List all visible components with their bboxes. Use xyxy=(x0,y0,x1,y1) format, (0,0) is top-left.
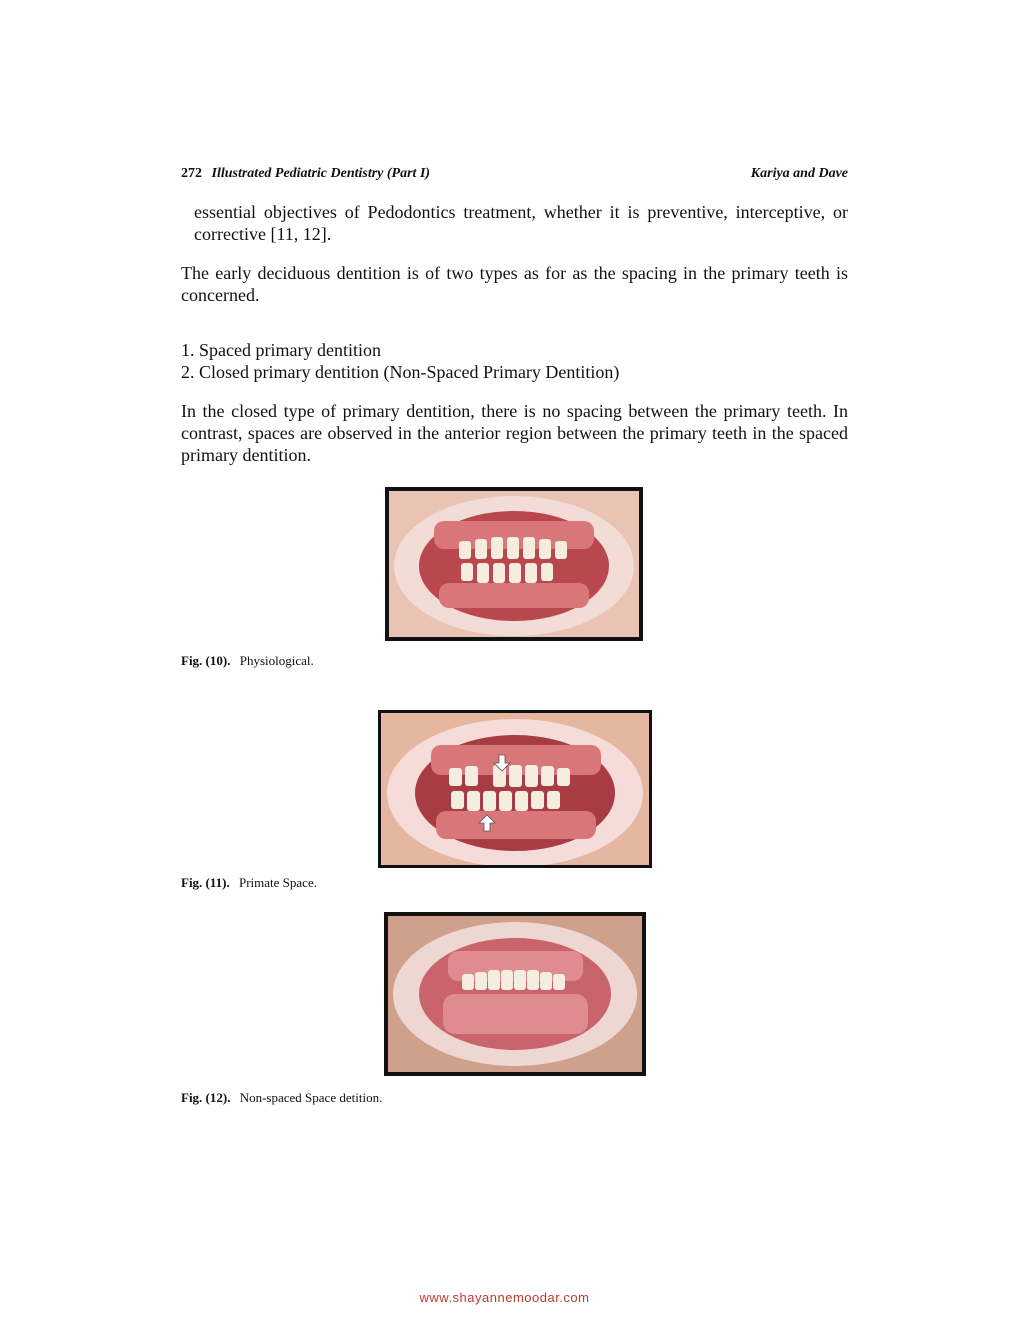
paragraph-dentition-types: The early deciduous dentition is of two types as for as the spacing in the primary teeth is concerned. xyxy=(181,263,848,305)
figure-10-photo xyxy=(385,487,643,641)
figure-11-photo xyxy=(378,710,652,868)
page-number: 272 xyxy=(181,166,202,181)
dentition-type-list xyxy=(181,339,619,383)
list-item: 1. Spaced primary dentition xyxy=(181,340,381,360)
footer-website-link[interactable]: www.shayannemoodar.com xyxy=(419,1290,590,1305)
figure-label: Fig. (12). xyxy=(181,1090,231,1105)
figure-caption-text: Non-spaced Space detition. xyxy=(239,1090,383,1105)
figure-11-caption xyxy=(181,875,317,891)
figure-12-photo xyxy=(384,912,646,1076)
running-header xyxy=(181,166,848,186)
figure-12-caption xyxy=(181,1090,382,1106)
book-title: Illustrated Pediatric Dentistry (Part I) xyxy=(211,166,431,181)
figure-label: Fig. (11). xyxy=(181,875,230,890)
figure-caption-text: Physiological. xyxy=(239,653,314,668)
figure-label: Fig. (10). xyxy=(181,653,231,668)
paragraph-closed-vs-spaced: In the closed type of primary dentition, there is no spacing between the primary teeth. In contrast, spaces are observed in the anterior region between the primary teeth in the spaced primary dentition. xyxy=(181,401,848,465)
figure-caption-text: Primate Space. xyxy=(239,875,317,890)
paragraph-objectives: essential objectives of Pedodontics treatment, whether it is preventive, interceptive, or corrective [11, 12]. xyxy=(194,202,848,244)
figure-10-caption xyxy=(181,653,314,669)
list-item: 2. Closed primary dentition (Non-Spaced Primary Dentition) xyxy=(181,362,620,382)
authors: Kariya and Dave xyxy=(750,166,848,181)
